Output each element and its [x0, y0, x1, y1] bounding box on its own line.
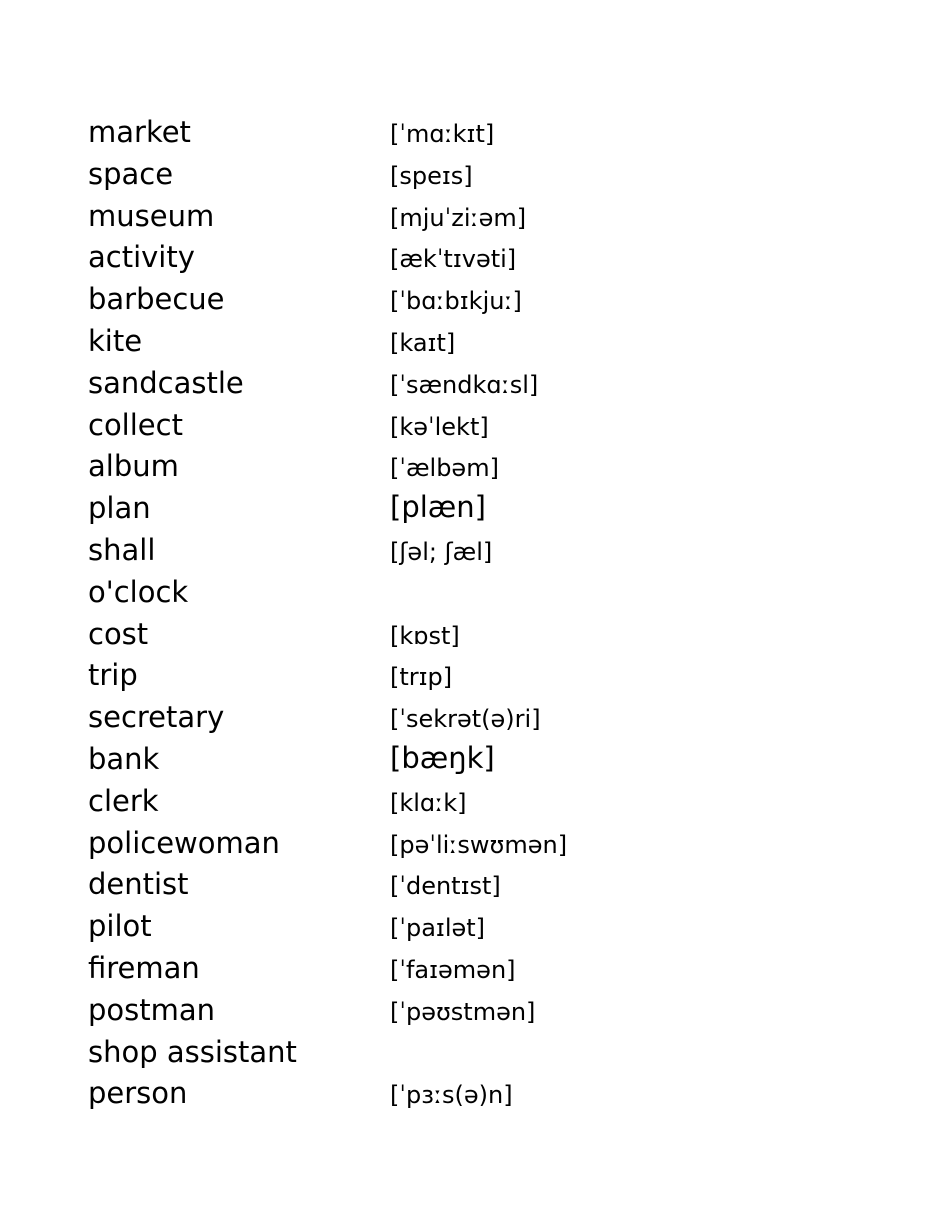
- vocab-row: [88, 196, 888, 238]
- vocab-row: [88, 237, 888, 279]
- vocab-phonetic: [ʃəl; ʃæl]: [390, 537, 493, 566]
- vocab-phonetic: [plæn]: [390, 490, 486, 525]
- vocab-word: cost: [88, 616, 149, 651]
- vocab-row: [88, 405, 888, 447]
- vocab-word: market: [88, 115, 191, 149]
- vocab-word: sandcastle: [88, 365, 244, 400]
- vocab-phonetic: [ˈdentɪst]: [390, 872, 501, 901]
- vocab-row: [88, 697, 888, 739]
- vocab-word: activity: [88, 240, 195, 275]
- vocab-row: [88, 614, 888, 656]
- vocab-word: postman: [88, 992, 216, 1027]
- vocabulary-list: [88, 112, 888, 1115]
- vocab-phonetic: [ˈfaɪəmən]: [390, 955, 516, 984]
- vocab-word: fireman: [88, 950, 200, 985]
- vocab-word: space: [88, 156, 174, 191]
- vocab-word: dentist: [88, 867, 189, 902]
- vocab-word: pilot: [88, 909, 152, 944]
- vocab-row: [88, 739, 888, 781]
- vocab-word: plan: [88, 491, 151, 526]
- vocab-phonetic: [kɒst]: [390, 621, 460, 650]
- vocab-row: [88, 781, 888, 823]
- vocab-row: [88, 906, 888, 948]
- vocab-phonetic: [speɪs]: [390, 161, 473, 190]
- vocab-word: person: [88, 1076, 188, 1111]
- vocab-phonetic: [pəˈliːswʊmən]: [390, 830, 568, 859]
- vocab-word: secretary: [88, 700, 225, 735]
- vocab-phonetic: [ˈsændkɑːsl]: [390, 370, 539, 399]
- vocab-phonetic: [bæŋk]: [390, 740, 495, 775]
- vocab-row: [88, 321, 888, 363]
- vocab-word: collect: [88, 407, 183, 442]
- vocab-word: shop assistant: [88, 1034, 297, 1069]
- vocab-word: museum: [88, 198, 215, 233]
- vocab-word: album: [88, 449, 179, 484]
- vocab-row: [88, 112, 888, 154]
- vocab-phonetic: [kəˈlekt]: [390, 412, 489, 441]
- vocab-phonetic: [kaɪt]: [390, 328, 456, 357]
- vocab-row: [88, 279, 888, 321]
- vocab-word: trip: [88, 658, 138, 693]
- vocab-word: shall: [88, 532, 156, 567]
- vocab-row: [88, 530, 888, 572]
- vocab-row: [88, 154, 888, 196]
- vocab-phonetic: [ˈpəʊstmən]: [390, 997, 536, 1026]
- vocab-row: [88, 823, 888, 865]
- vocab-phonetic: [mjuˈziːəm]: [390, 203, 527, 232]
- vocab-row: [88, 1032, 888, 1074]
- vocab-row: [88, 948, 888, 990]
- vocab-row: [88, 864, 888, 906]
- vocab-phonetic: [klɑːk]: [390, 788, 467, 817]
- vocab-phonetic: [ˈmɑːkɪt]: [390, 120, 495, 148]
- vocab-word: clerk: [88, 783, 159, 818]
- vocab-phonetic: [ˈpaɪlət]: [390, 914, 486, 943]
- vocab-row: [88, 446, 888, 488]
- vocab-row: [88, 488, 888, 530]
- vocab-word: bank: [88, 741, 160, 776]
- vocab-phonetic: [ˈbɑːbɪkjuː]: [390, 287, 522, 316]
- vocab-phonetic: [ˈælbəm]: [390, 454, 499, 483]
- vocab-word: barbecue: [88, 282, 225, 317]
- vocab-row: [88, 1073, 888, 1115]
- vocab-row: [88, 655, 888, 697]
- vocab-row: [88, 572, 888, 614]
- vocab-word: policewoman: [88, 825, 280, 860]
- vocab-row: [88, 363, 888, 405]
- vocab-phonetic: [trɪp]: [390, 663, 453, 692]
- vocab-phonetic: [ˈpɜːs(ə)n]: [390, 1081, 513, 1110]
- vocab-phonetic: [ækˈtɪvəti]: [390, 245, 517, 274]
- vocab-phonetic: [ˈsekrət(ə)ri]: [390, 705, 541, 734]
- vocab-word: kite: [88, 323, 143, 358]
- vocab-row: [88, 990, 888, 1032]
- vocab-word: o'clock: [88, 574, 189, 609]
